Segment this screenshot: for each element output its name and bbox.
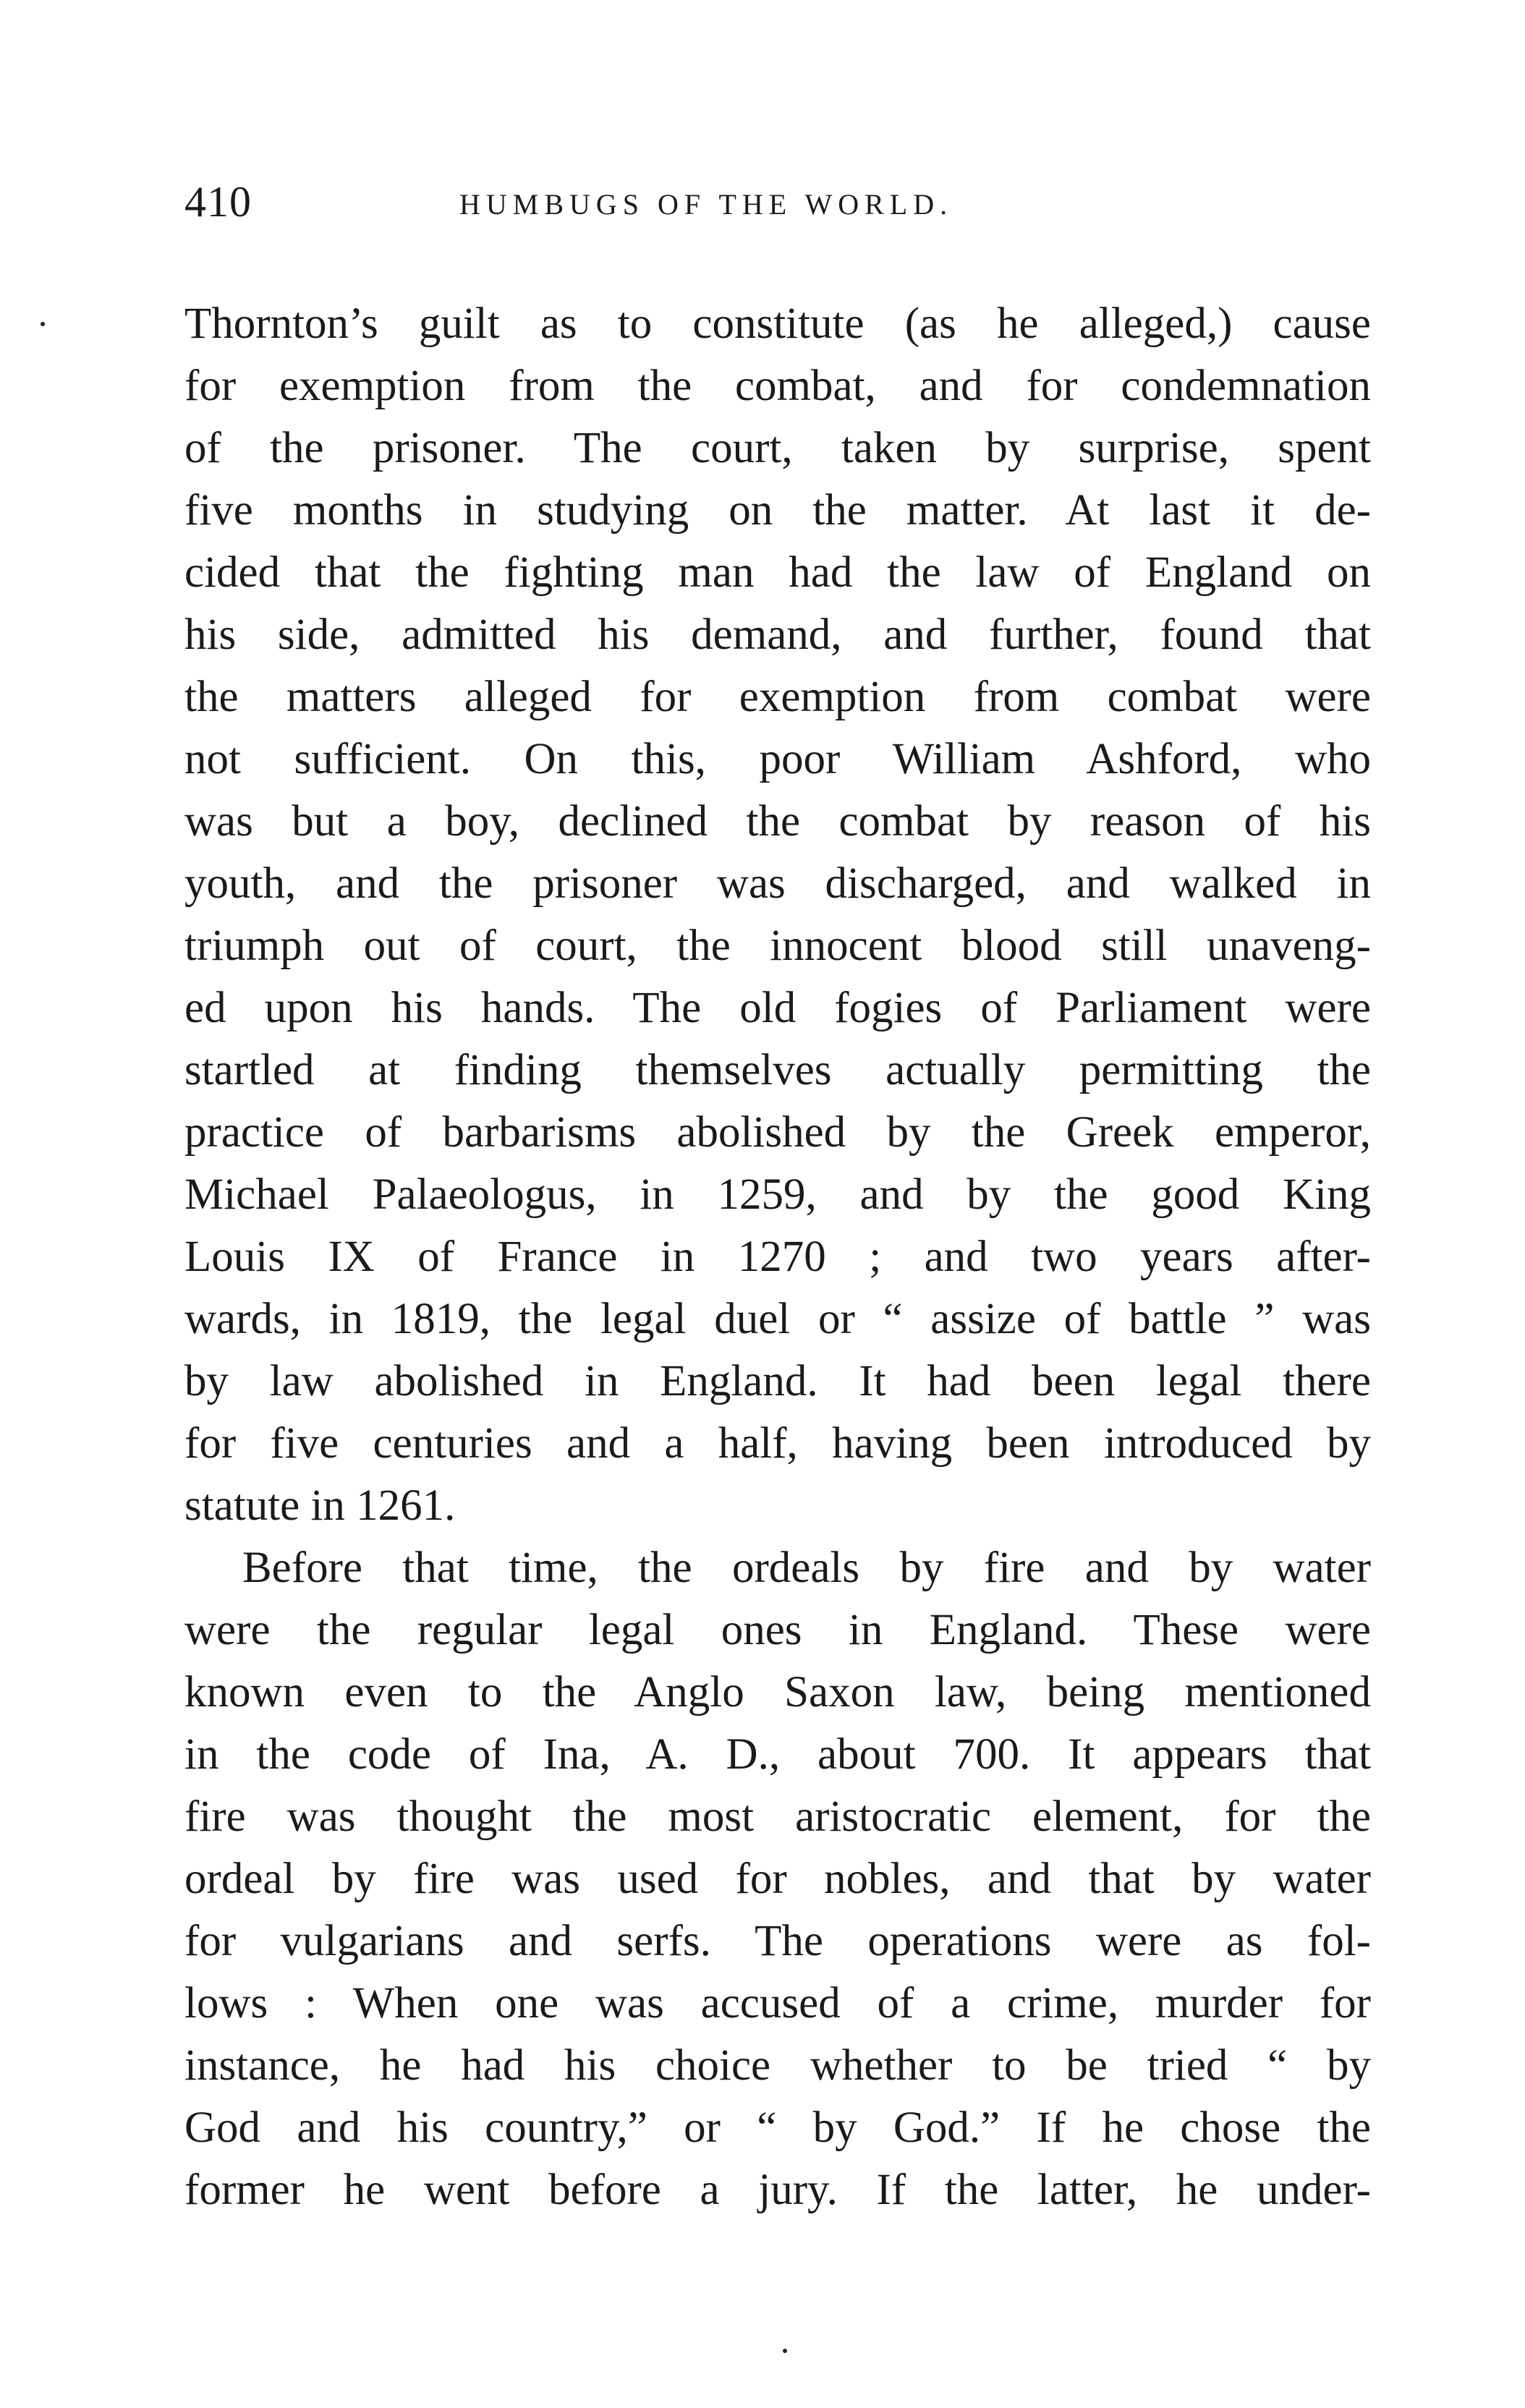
text-line: for exemption from the combat, and for condemnation — [184, 362, 1371, 410]
text-line: instance, he had his choice whether to be tried “ by — [184, 2041, 1371, 2090]
page-number: 410 — [184, 178, 252, 226]
text-line: for five centuries and a half, having been introduced by — [184, 1419, 1371, 1468]
text-line: cided that the fighting man had the law of England on — [184, 548, 1371, 597]
text-line: startled at finding themselves actually permitting the — [184, 1046, 1371, 1094]
running-title: HUMBUGS OF THE WORLD. — [459, 188, 953, 221]
text-line: former he went before a jury. If the latter, he under- — [184, 2166, 1371, 2214]
text-line: was but a boy, declined the combat by reason of his — [184, 797, 1371, 846]
text-line: youth, and the prisoner was discharged, and walked in — [184, 859, 1371, 908]
text-line: Thornton’s guilt as to constitute (as he alleged,) cause — [184, 299, 1371, 348]
text-line-paragraph-start: Before that time, the ordeals by fire and by water — [242, 1544, 1371, 1592]
text-line: ed upon his hands. The old fogies of Parliament were — [184, 984, 1371, 1032]
margin-dot-mark — [41, 322, 45, 326]
text-line: practice of barbarisms abolished by the Greek emperor, — [184, 1108, 1371, 1157]
text-line: fire was thought the most aristocratic element, for the — [184, 1792, 1371, 1841]
text-line: wards, in 1819, the legal duel or “ assize of battle ” was — [184, 1295, 1371, 1343]
text-line: not sufficient. On this, poor William Ashford, who — [184, 735, 1371, 783]
text-line: were the regular legal ones in England. These were — [184, 1606, 1371, 1654]
text-line: of the prisoner. The court, taken by surprise, spent — [184, 424, 1371, 472]
text-line: for vulgarians and serfs. The operations were as fol- — [184, 1917, 1371, 1965]
text-line: lows : When one was accused of a crime, murder for — [184, 1979, 1371, 2028]
text-line: five months in studying on the matter. At last it de- — [184, 486, 1371, 535]
text-line: Louis IX of France in 1270 ; and two years after- — [184, 1233, 1371, 1281]
footer-dot-mark — [783, 2349, 787, 2353]
text-line: by law abolished in England. It had been legal there — [184, 1357, 1371, 1405]
text-line: God and his country,” or “ by God.” If he chose the — [184, 2103, 1371, 2152]
text-line: his side, admitted his demand, and further, found that — [184, 610, 1371, 659]
text-line: in the code of Ina, A. D., about 700. It appears that — [184, 1730, 1371, 1779]
text-line-paragraph-end: statute in 1261. — [184, 1481, 456, 1530]
body-text — [184, 293, 1371, 2221]
text-line: ordeal by fire was used for nobles, and that by water — [184, 1855, 1371, 1903]
text-line: the matters alleged for exemption from combat were — [184, 673, 1371, 721]
text-line: known even to the Anglo Saxon law, being mentioned — [184, 1668, 1371, 1716]
page-header — [184, 177, 1371, 235]
text-line: Michael Palaeologus, in 1259, and by the good King — [184, 1170, 1371, 1219]
text-line: triumph out of court, the innocent blood still unaveng- — [184, 922, 1371, 970]
